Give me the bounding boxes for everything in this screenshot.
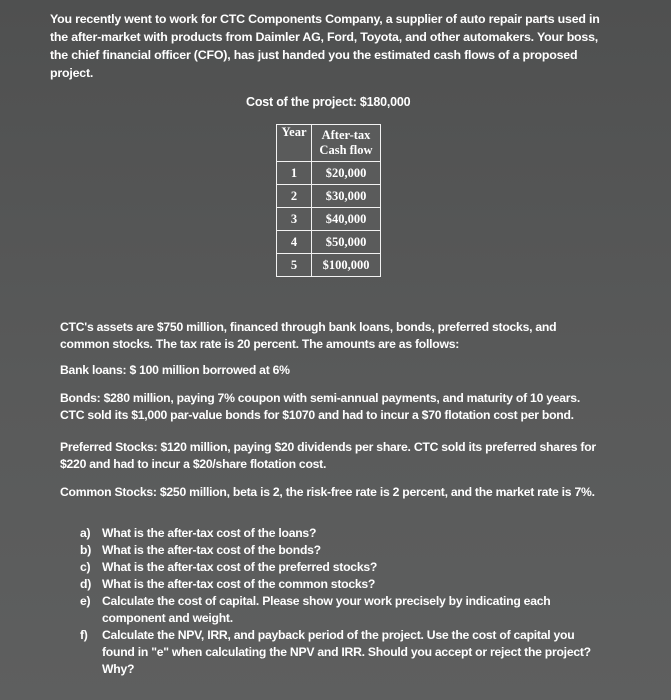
assets-paragraph: CTC's assets are $750 million, financed through bank loans, bonds, preferred stocks, and common stocks. The tax rate is 20 percent. The amounts are as follows: [60,320,557,351]
list-item [80,542,605,559]
question-text: What is the after-tax cost of the bonds? [102,543,321,557]
list-item [80,525,605,542]
bonds-paragraph: Bonds: $280 million, paying 7% coupon with semi-annual payments, and maturity of 10 years. CTC sold its $1,000 par-value bonds for $1070 and had to incur a $70 flotation cost per bond. [60,391,580,422]
question-text: What is the after-tax cost of the loans? [102,526,317,540]
question-label: f) [80,628,88,642]
list-item [80,593,605,627]
table-row [277,208,381,231]
table-row [277,185,381,208]
project-cost-heading: Cost of the project: $180,000 [246,95,411,109]
question-text: Calculate the cost of capital. Please show your work precisely by indicating each component and weight. [102,594,551,625]
cash-flow-table [276,124,381,277]
cash-flow-cell: $100,000 [312,254,381,277]
list-item [80,627,605,678]
preferred-stocks-paragraph: Preferred Stocks: $120 million, paying $20 dividends per share. CTC sold its preferred shares for $220 and had to incur a $20/share flotation cost. [60,440,596,471]
question-label: b) [80,543,92,557]
year-cell: 1 [277,162,312,185]
question-text: What is the after-tax cost of the preferred stocks? [102,560,378,574]
list-item [80,576,605,593]
header-year: Year [277,125,312,162]
cash-flow-cell: $30,000 [312,185,381,208]
table-row [277,162,381,185]
question-label: e) [80,594,91,608]
cash-flow-cell: $50,000 [312,231,381,254]
header-cash-flow-line1: After-tax [321,128,371,142]
question-label: a) [80,526,91,540]
question-label: c) [80,560,91,574]
table-header-row [277,125,381,162]
table-row [277,254,381,277]
intro-paragraph: You recently went to work for CTC Components Company, a supplier of auto repair parts used in the after-market with products from Daimler AG, Ford, Toyota, and other automakers. Your boss, the chief financial officer (CFO), has just handed you the estimated cash flows of a proposed project. [50,12,600,80]
year-cell: 5 [277,254,312,277]
question-text: Calculate the NPV, IRR, and payback period of the project. Use the cost of capital you found in "e" when calculating the NPV and IRR. Should you accept or reject the project? Why? [102,628,591,676]
header-cash-flow [312,125,381,162]
common-stocks-paragraph: Common Stocks: $250 million, beta is 2, the risk-free rate is 2 percent, and the market rate is 7%. [60,485,595,499]
table-row [277,231,381,254]
bank-loans-line: Bank loans: $ 100 million borrowed at 6% [60,363,290,377]
header-cash-flow-line2: Cash flow [319,143,373,157]
cash-flow-cell: $20,000 [312,162,381,185]
question-list [80,525,605,678]
year-cell: 2 [277,185,312,208]
cash-flow-cell: $40,000 [312,208,381,231]
list-item [80,559,605,576]
question-text: What is the after-tax cost of the common stocks? [102,577,376,591]
year-cell: 3 [277,208,312,231]
year-cell: 4 [277,231,312,254]
question-label: d) [80,577,92,591]
